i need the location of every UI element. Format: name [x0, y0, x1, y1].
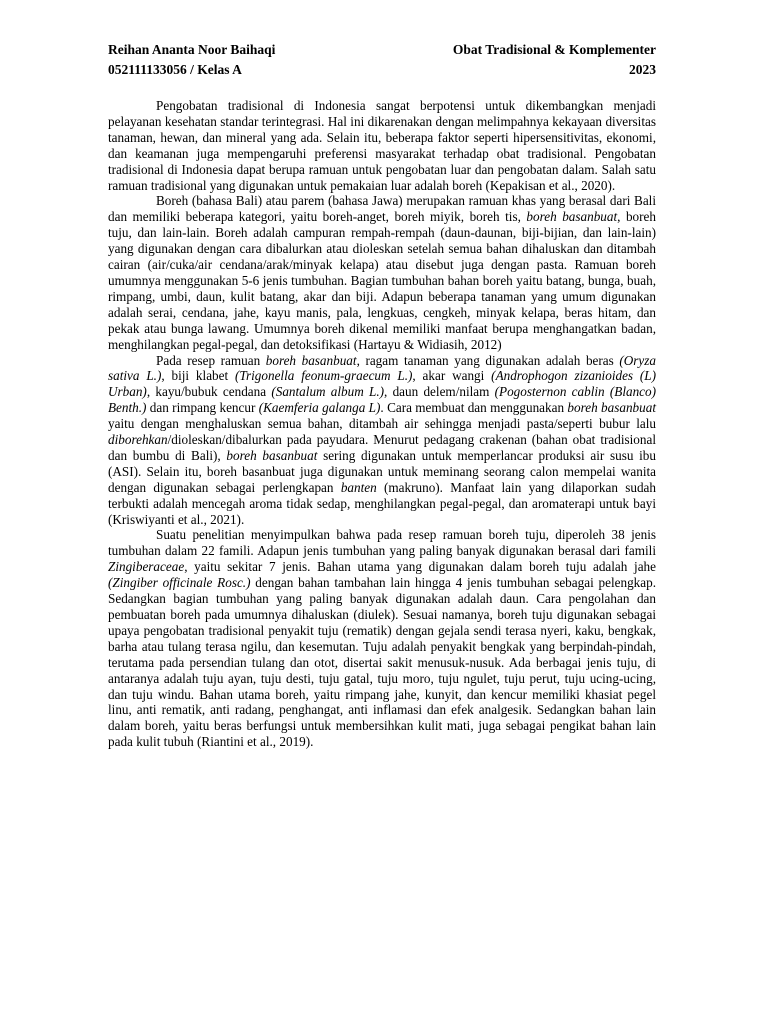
- italic-text-run: (Santalum album L.): [271, 384, 385, 400]
- italic-text-run: boreh basanbuat: [567, 400, 656, 416]
- author-block: [108, 40, 275, 80]
- text-run: , kayu/bubuk cendana: [146, 384, 272, 400]
- text-run: Boreh (bahasa Bali) atau parem (bahasa Jawa) merupakan ramuan khas yang berasal dari Bali dan memiliki beberapa kategori, yaitu boreh-anget, boreh miyik, boreh tis,: [108, 193, 656, 225]
- document-body: [108, 98, 656, 750]
- italic-text-run: (Trigonella feonum-graecum L.): [235, 368, 413, 384]
- text-run: sering digunakan untuk memperlancar produksi air susu ibu (ASI). Selain itu, boreh basanbuat juga digunakan untuk meminang seorang calon mempelai wanita dengan digunakan sebagai perlengkapan: [108, 447, 656, 495]
- text-run: Pengobatan tradisional di Indonesia sangat berpotensi untuk dikembangkan menjadi pelayanan kesehatan standar terintegrasi. Hal ini dikarenakan dengan melimpahnya kekayaan diversitas tanaman, hewan, dan mineral yang ada. Selain itu, beberapa faktor seperti hipersensitivitas, ekonomi, dan keamanan juga mempengaruhi preferensi masyarakat terhadap obat tradisional. Pengobatan tradisional di Indonesia dapat berupa ramuan untuk pengobatan luar dan pengobatan dalam. Salah satu ramuan tradisional yang digunakan untuk pemakaian luar adalah boreh (Kepakisan et al., 2020).: [108, 98, 656, 193]
- italic-text-run: boreh basanbuat: [526, 209, 618, 225]
- paragraph: [108, 193, 656, 352]
- text-run: , ragam tanaman yang digunakan adalah beras: [356, 352, 620, 368]
- italic-text-run: (Androphogon zizanioides (L) Urban): [108, 368, 657, 400]
- course-year: 2023: [629, 62, 656, 77]
- text-run: , yaitu sekitar 7 jenis. Bahan utama yang digunakan dalam boreh tuju adalah jahe: [184, 559, 656, 575]
- italic-text-run: boreh basanbuat: [226, 447, 318, 463]
- paragraph: [108, 353, 656, 528]
- document-header: [108, 40, 656, 80]
- text-run: . Cara membuat dan menggunakan: [380, 400, 568, 416]
- italic-text-run: banten: [340, 479, 377, 495]
- italic-text-run: (Oryza sativa L.): [108, 352, 656, 384]
- italic-text-run: Zingiberaceae: [108, 559, 185, 575]
- text-run: Suatu penelitian menyimpulkan bahwa pada resep ramuan boreh tuju, diperoleh 38 jenis tumbuhan dalam 22 famili. Adapun jenis tumbuhan yang paling banyak digunakan berasal dari famili: [108, 527, 656, 559]
- author-name: Reihan Ananta Noor Baihaqi: [108, 42, 276, 57]
- course-title: Obat Tradisional & Komplementer: [452, 42, 656, 57]
- italic-text-run: boreh basanbuat: [265, 352, 357, 368]
- course-block: [453, 40, 656, 80]
- text-run: , daun delem/nilam: [384, 384, 495, 400]
- text-run: , akar wangi: [412, 368, 492, 384]
- text-run: dengan bahan tambahan lain hingga 4 jenis tumbuhan sebagai pelengkap. Sedangkan bagian tumbuhan yang paling banyak digunakan adalah daun. Cara pengolahan dan pembuatan boreh pada umumnya dihaluskan (diulek). Sesuai namanya, boreh tuju digunakan sebagai upaya pengobatan tradisional penyakit tuju (rematik) dengan gejala sendi terasa nyeri, kaku, bengkak, barha atau tulang terasa ngilu, dan kesemutan. Tuju adalah penyakit bengkak yang berpindah-pindah, terutama pada persendian tulang dan otot, disertai sakit menusuk-nusuk. Ada berbagai jenis tuju, di antaranya adalah tuju ayan, tuju desti, tuju gatal, tuju moro, tuju ngulet, tuju perut, tuju ucing-ucing, dan tuju windu. Bahan utama boreh, yaitu rimpang jahe, kunyit, dan kencur memiliki khasiat pegel linu, anti rematik, anti radang, penghangat, anti inflamasi dan efek analgesik. Sedangkan bahan lain dalam boreh, yaitu beras berfungsi untuk membersihkan kulit mati, juga sebagai pengikat bahan lain pada kulit tubuh (Riantini et al., 2019).: [108, 575, 656, 750]
- document-page: [108, 40, 656, 750]
- italic-text-run: (Pogosternon cablin (Blanco) Benth.): [108, 384, 657, 416]
- paragraph: [108, 527, 656, 750]
- text-run: , biji klabet: [161, 368, 235, 384]
- italic-text-run: (Zingiber officinale Rosc.): [108, 575, 251, 591]
- text-run: (makruno). Manfaat lain yang dilaporkan sudah terbukti adalah mencegah aroma tidak sedap, menghilangkan pegal-pegal, dan aromaterapi untuk bayi (Kriswiyanti et al., 2021).: [108, 479, 657, 527]
- student-id: 052111133056 / Kelas A: [108, 62, 242, 77]
- italic-text-run: diborehkan: [108, 432, 168, 448]
- text-run: dan rimpang kencur: [146, 400, 259, 416]
- text-run: yaitu dengan menghaluskan semua bahan, ditambah air sehingga menjadi pasta/seperti bubur lalu: [108, 416, 656, 432]
- text-run: /dioleskan/dibalurkan pada payudara. Menurut pedagang crakenan (bahan obat tradisional dan bumbu di Bali),: [108, 432, 656, 463]
- italic-text-run: (Kaemferia galanga L): [258, 400, 381, 416]
- paragraph: [108, 98, 656, 193]
- text-run: , boreh tuju, dan lain-lain. Boreh adalah campuran rempah-rempah (daun-daunan, biji-bijian, dan lain-lain) yang digunakan dengan cara dibalurkan atau dioleskan setelah semua bahan dihaluskan dan ditambah cairan (air/cuka/air cendana/arak/minyak kelapa) atau disebut juga dengan pasta. Ramuan boreh umumnya menggunakan 5-6 jenis tumbuhan. Bagian tumbuhan bahan boreh yaitu batang, bunga, buah, rimpang, umbi, daun, kulit batang, akar dan biji. Adapun beberapa tanaman yang umum digunakan adalah serai, cendana, jahe, kayu manis, pala, lengkuas, cengkeh, minyak kelapa, beras hitam, dan pekak atau bunga lawang. Umumnya boreh dikenal memiliki manfaat berupa menghangatkan badan, menghilangkan pegal-pegal, dan detoksifikasi (Hartayu & Widiasih, 2012): [108, 209, 656, 352]
- text-run: Pada resep ramuan: [156, 352, 266, 368]
